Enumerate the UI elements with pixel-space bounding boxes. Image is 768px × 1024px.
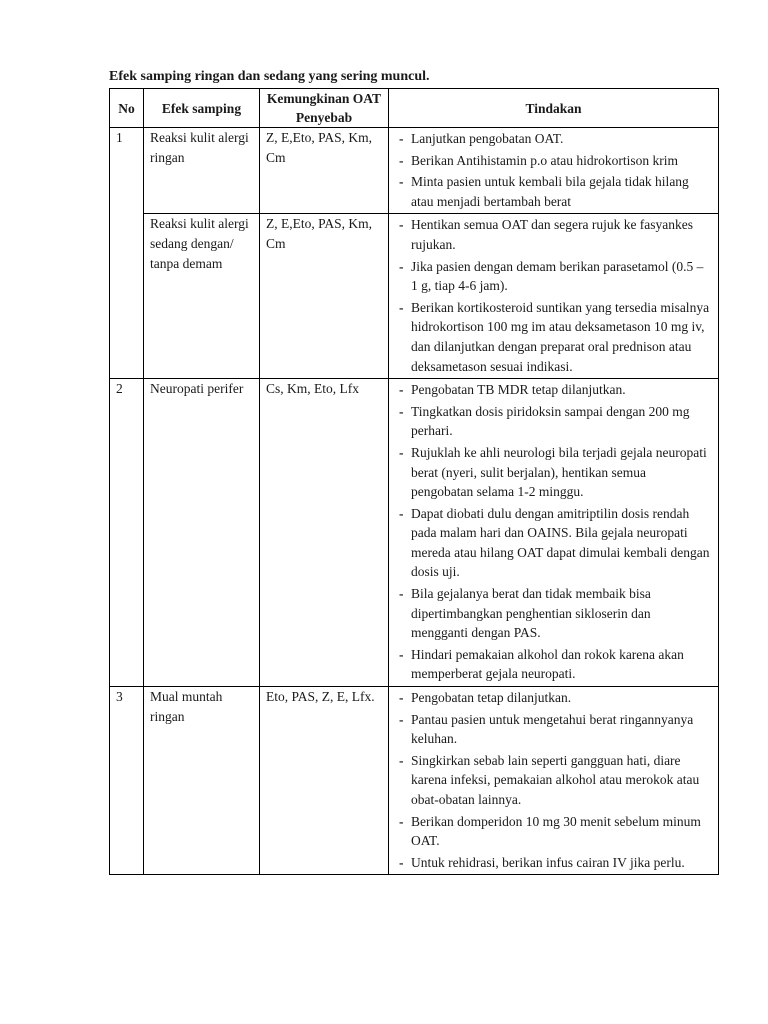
- tindakan-cell: [389, 687, 719, 875]
- action-text: Hentikan semua OAT dan segera rujuk ke fasyankes rujukan.: [411, 217, 694, 252]
- list-item: [395, 710, 712, 749]
- table-row: [110, 687, 719, 875]
- tindakan-cell: [389, 379, 719, 687]
- tindakan-cell: [389, 128, 719, 214]
- header-no: No: [110, 89, 144, 128]
- efek-samping-cell: Neuropati perifer: [144, 379, 260, 687]
- row-number: 1: [110, 128, 144, 379]
- action-list: [395, 128, 712, 211]
- list-item: [395, 172, 712, 211]
- efek-samping-cell: Reaksi kulit alergi ringan: [144, 128, 260, 214]
- action-text: Bila gejalanya berat dan tidak membaik bisa dipertimbangkan penghentian sikloserin dan mengganti dengan PAS.: [411, 586, 651, 641]
- action-text: Pengobatan TB MDR tetap dilanjutkan.: [411, 382, 626, 398]
- action-text: Untuk rehidrasi, berikan infus cairan IV jika perlu.: [411, 854, 685, 870]
- side-effects-table: [109, 88, 719, 875]
- dash-bullet: -: [399, 690, 404, 706]
- table-row: [110, 379, 719, 687]
- efek-samping-cell: Reaksi kulit alergi sedang dengan/ tanpa demam: [144, 214, 260, 379]
- dash-bullet: -: [399, 403, 404, 419]
- row-number: 2: [110, 379, 144, 687]
- oat-cell: Z, E,Eto, PAS, Km, Cm: [260, 128, 389, 214]
- efek-samping-cell: Mual muntah ringan: [144, 687, 260, 875]
- action-text: Pantau pasien untuk mengetahui berat ringannyanya keluhan.: [411, 711, 694, 747]
- list-item: [395, 402, 712, 441]
- table-row: [110, 214, 719, 379]
- dash-bullet: -: [399, 382, 404, 398]
- action-text: Dapat diobati dulu dengan amitriptilin dosis rendah pada malam hari dan OAINS. Bila gejala neuropati mereda atau hilang OAT dapat dimulai kembali dengan dosis uji.: [411, 505, 710, 580]
- dash-bullet: -: [399, 813, 404, 829]
- action-text: Singkirkan sebab lain seperti gangguan hati, diare karena infeksi, pemakaian alkohol atau merokok atau obat-obatan lainnya.: [411, 752, 700, 807]
- oat-cell: Eto, PAS, Z, E, Lfx.: [260, 687, 389, 875]
- dash-bullet: -: [399, 444, 404, 460]
- dash-bullet: -: [399, 299, 404, 315]
- row-number: 3: [110, 687, 144, 875]
- dash-bullet: -: [399, 505, 404, 521]
- action-list: [395, 687, 712, 872]
- action-text: Pengobatan tetap dilanjutkan.: [411, 690, 572, 706]
- table-caption: Efek samping ringan dan sedang yang sering muncul.: [109, 69, 430, 84]
- list-item: [395, 645, 712, 684]
- list-item: [395, 129, 712, 149]
- list-item: [395, 443, 712, 502]
- action-list: [395, 214, 712, 376]
- dash-bullet: -: [399, 711, 404, 727]
- list-item: [395, 504, 712, 582]
- action-text: Hindari pemakaian alkohol dan rokok karena akan memperberat gejala neuropati.: [411, 646, 684, 682]
- dash-bullet: -: [399, 258, 404, 274]
- dash-bullet: -: [399, 131, 404, 146]
- dash-bullet: -: [399, 586, 404, 602]
- action-text: Berikan kortikosteroid suntikan yang tersedia misalnya hidrokortison 100 mg im atau deksametason 10 mg iv, dan dilanjutkan dengan preparat oral prednison atau deksametason sesuai indikasi.: [411, 299, 710, 374]
- action-text: Berikan Antihistamin p.o atau hidrokortison krim: [411, 152, 678, 168]
- header-efek-samping: Efek samping: [144, 89, 260, 128]
- list-item: [395, 298, 712, 376]
- list-item: [395, 688, 712, 708]
- header-row: [110, 89, 719, 128]
- list-item: [395, 812, 712, 851]
- table-row: [110, 128, 719, 214]
- dash-bullet: -: [399, 646, 404, 662]
- list-item: [395, 257, 712, 296]
- action-text: Tingkatkan dosis piridoksin sampai dengan 200 mg perhari.: [411, 403, 690, 439]
- action-text: Rujuklah ke ahli neurologi bila terjadi gejala neuropati berat (nyeri, sulit berjalan), hentikan semua pengobatan selama 1-2 minggu.: [411, 444, 707, 500]
- dash-bullet: -: [399, 152, 404, 168]
- list-item: [395, 380, 712, 400]
- action-text: Jika pasien dengan demam berikan parasetamol (0.5 – 1 g, tiap 4-6 jam).: [411, 258, 704, 294]
- list-item: [395, 215, 712, 254]
- list-item: [395, 584, 712, 643]
- list-item: [395, 151, 712, 171]
- dash-bullet: -: [399, 217, 404, 233]
- oat-cell: Cs, Km, Eto, Lfx: [260, 379, 389, 687]
- oat-cell: Z, E,Eto, PAS, Km, Cm: [260, 214, 389, 379]
- action-list: [395, 379, 712, 684]
- dash-bullet: -: [399, 854, 404, 870]
- action-text: Minta pasien untuk kembali bila gejala tidak hilang atau menjadi bertambah berat: [411, 174, 689, 209]
- action-text: Berikan domperidon 10 mg 30 menit sebelum minum OAT.: [411, 813, 701, 849]
- header-tindakan: Tindakan: [389, 89, 719, 128]
- dash-bullet: -: [399, 174, 404, 190]
- list-item: [395, 853, 712, 873]
- action-text: Lanjutkan pengobatan OAT.: [411, 131, 564, 146]
- list-item: [395, 751, 712, 810]
- dash-bullet: -: [399, 752, 404, 768]
- header-oat-penyebab: Kemungkinan OAT Penyebab: [260, 89, 389, 128]
- tindakan-cell: [389, 214, 719, 379]
